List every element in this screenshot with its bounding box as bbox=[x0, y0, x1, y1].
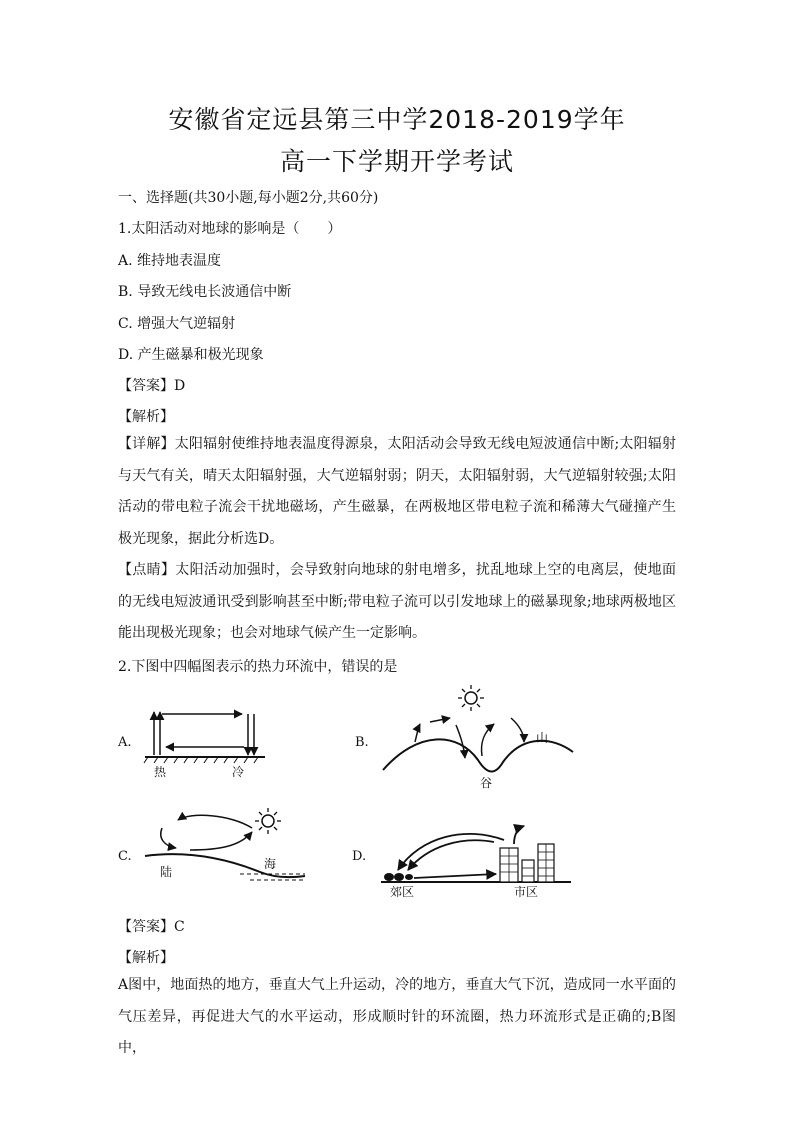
figure-c-diagram bbox=[140, 806, 310, 886]
figure-b-mountain-label: 山 bbox=[536, 731, 549, 745]
sun-icon bbox=[458, 685, 484, 711]
figure-a-diagram bbox=[140, 700, 270, 780]
figure-b-valley-label: 谷 bbox=[480, 776, 493, 790]
figure-d-city-label: 市区 bbox=[514, 885, 539, 898]
figure-d-diagram bbox=[376, 816, 576, 898]
sun-icon bbox=[255, 808, 281, 834]
figure-d-suburb-label: 郊区 bbox=[390, 885, 415, 898]
figure-b-diagram bbox=[378, 682, 578, 792]
question-1-answer: 【答案】D bbox=[118, 378, 186, 394]
question-1-tip: 【点睛】太阳活动加强时，会导致射向地球的射电增多，扰乱地球上空的电离层，使地面的无线电短波通讯受到影响甚至中断;带电粒子流可以引发地球上的磁暴现象;地球两极地区能出现极光现象；也会对地球气候产生一定影响。 bbox=[118, 562, 676, 641]
question-2-answer: 【答案】C bbox=[118, 919, 185, 935]
question-2-analysis-label: 【解析】 bbox=[118, 950, 174, 966]
question-2-analysis: A图中，地面热的地方，垂直大气上升运动，冷的地方，垂直大气下沉，造成同一水平面的气压差异，再促进大气的水平运动，形成顺时针的环流圈，热力环流形式是正确的;B图中， bbox=[118, 977, 676, 1056]
tree-icon bbox=[384, 873, 413, 881]
question-2-stem: 2.下图中四幅图表示的热力环流中，错误的是 bbox=[118, 659, 398, 675]
question-1-detail: 【详解】太阳辐射使维持地表温度得源泉，太阳活动会导致无线电短波通信中断;太阳辐射与天气有关，晴天太阳辐射强，大气逆辐射弱；阴天，太阳辐射弱，大气逆辐射较强;太阳活动的带电粒子流会干扰地磁场，产生磁暴，在两极地区带电粒子流和稀薄大气碰撞产生极光现象，据此分析选D。 bbox=[118, 436, 676, 547]
figure-a-label: A. bbox=[118, 735, 132, 750]
question-1-option-c: C. 增强大气逆辐射 bbox=[118, 316, 236, 332]
figure-a-cold-label: 冷 bbox=[232, 765, 245, 779]
question-1-analysis-label: 【解析】 bbox=[118, 409, 174, 425]
figure-c-sea-label: 海 bbox=[264, 857, 277, 871]
figure-d-label: D. bbox=[352, 849, 367, 864]
figure-a-hot-label: 热 bbox=[154, 765, 167, 779]
building-icon bbox=[500, 844, 554, 882]
section-heading: 一、选择题(共30小题,每小题2分,共60分) bbox=[118, 190, 379, 206]
page-subtitle: 高一下学期开学考试 bbox=[279, 147, 514, 176]
figure-c-label: C. bbox=[118, 849, 132, 864]
page-title: 安徽省定远县第三中学2018-2019学年 bbox=[168, 105, 626, 134]
figure-c-land-label: 陆 bbox=[160, 865, 173, 879]
question-1-stem: 1.太阳活动对地球的影响是（ ） bbox=[118, 221, 342, 237]
question-1-option-d: D. 产生磁暴和极光现象 bbox=[118, 347, 264, 363]
figure-b-label: B. bbox=[355, 735, 369, 750]
question-1-option-a: A. 维持地表温度 bbox=[118, 253, 222, 269]
question-1-option-b: B. 导致无线电长波通信中断 bbox=[118, 284, 292, 300]
